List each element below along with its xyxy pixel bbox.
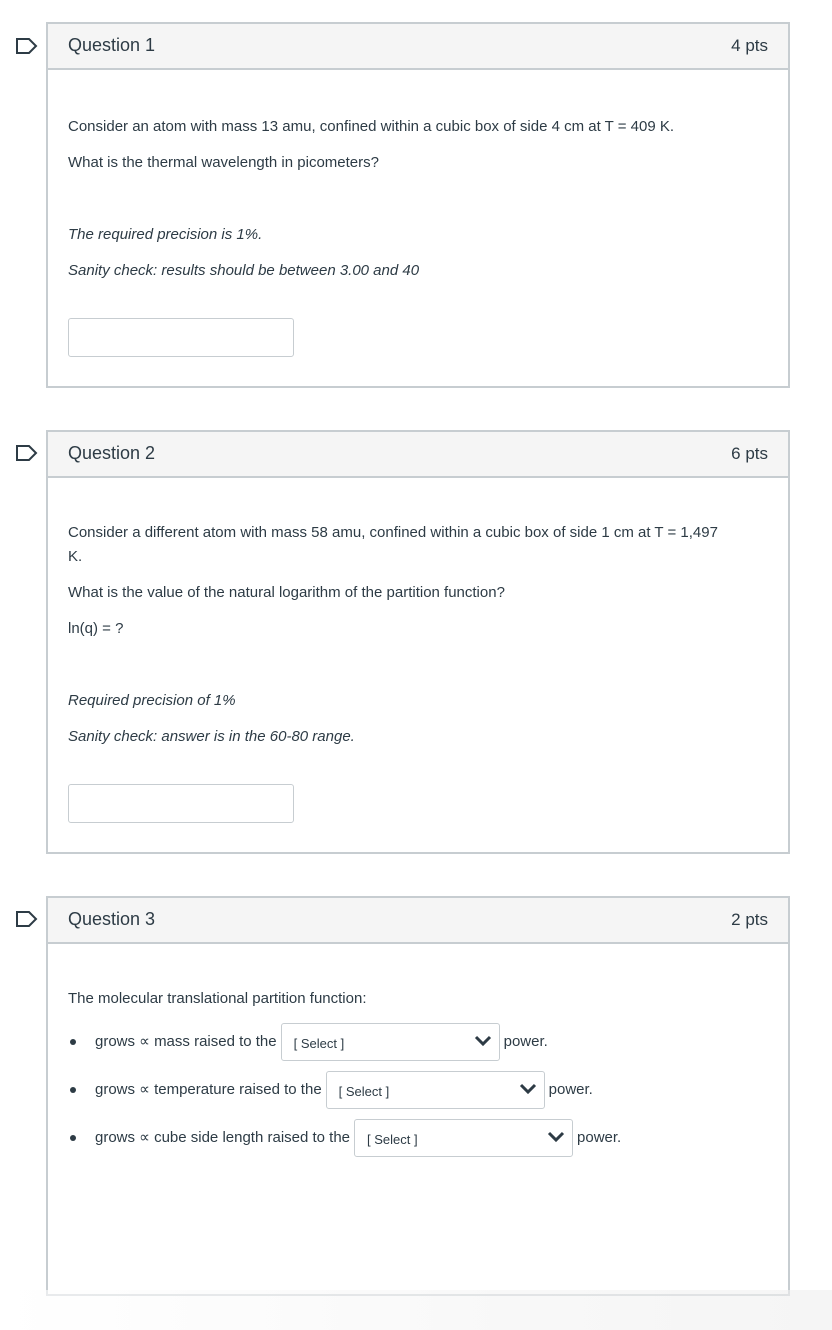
question-2-points: 6 pts <box>731 444 768 463</box>
length-power-select-value: [ Select ] <box>367 1132 418 1147</box>
flag-question-2-icon[interactable] <box>15 444 39 462</box>
length-power-select[interactable] <box>354 1119 573 1157</box>
question-3-header <box>48 898 788 944</box>
question-1-text: Consider an atom with mass 13 amu, confined within a cubic box of side 4 cm at T = 409 K. <box>68 118 675 135</box>
question-2-formula: ln(q) = ? <box>68 620 124 637</box>
list-item <box>68 1022 548 1062</box>
question-1-precision-note: The required precision is 1%. <box>68 226 263 243</box>
question-1-header <box>48 24 788 70</box>
question-3-intro: The molecular translational partition function: <box>68 990 367 1007</box>
item-1-suffix: power. <box>503 1033 548 1050</box>
item-2-prefix: grows ∝ temperature raised to the <box>95 1081 322 1098</box>
question-2-precision-note: Required precision of 1% <box>68 692 236 709</box>
question-1-sanity-note: Sanity check: results should be between 3.00 and 40 <box>68 262 420 279</box>
item-2-suffix: power. <box>548 1081 593 1098</box>
bullet-icon <box>70 1135 76 1141</box>
chevron-down-icon <box>547 1130 565 1144</box>
temperature-power-select-value: [ Select ] <box>338 1084 390 1099</box>
item-3-suffix: power. <box>577 1129 622 1146</box>
question-1-title: Question 1 <box>68 35 156 55</box>
question-3-points: 2 pts <box>731 910 768 929</box>
question-1-prompt: What is the thermal wavelength in picometers? <box>68 154 379 171</box>
question-2-text-cont: K. <box>68 548 83 565</box>
question-2-prompt: What is the value of the natural logarithm of the partition function? <box>68 584 505 601</box>
list-item <box>68 1070 593 1110</box>
chevron-down-icon <box>474 1034 492 1048</box>
question-2-card <box>46 430 790 854</box>
question-2-title: Question 2 <box>68 443 156 463</box>
question-3-title: Question 3 <box>68 909 156 929</box>
bullet-icon <box>70 1039 76 1045</box>
question-2-text: Consider a different atom with mass 58 amu, confined within a cubic box of side 1 cm at T = 1,497 <box>68 524 718 541</box>
temperature-power-select[interactable] <box>326 1071 545 1109</box>
mass-power-select[interactable] <box>281 1023 500 1061</box>
question-1-answer-input[interactable] <box>68 318 294 357</box>
question-1-card <box>46 22 790 388</box>
flag-question-1-icon[interactable] <box>15 37 39 55</box>
question-2-header <box>48 432 788 478</box>
flag-question-3-icon[interactable] <box>15 910 39 928</box>
chevron-down-icon <box>519 1082 537 1096</box>
bottom-shadow <box>0 1290 832 1330</box>
question-2-sanity-note: Sanity check: answer is in the 60-80 range. <box>68 728 355 745</box>
item-3-prefix: grows ∝ cube side length raised to the <box>95 1129 351 1146</box>
bullet-icon <box>70 1087 76 1093</box>
item-1-prefix: grows ∝ mass raised to the <box>95 1033 277 1050</box>
question-2-answer-input[interactable] <box>68 784 294 823</box>
question-3-card <box>46 896 790 1296</box>
question-1-points: 4 pts <box>731 36 768 55</box>
list-item <box>68 1118 621 1158</box>
mass-power-select-value: [ Select ] <box>293 1036 345 1051</box>
